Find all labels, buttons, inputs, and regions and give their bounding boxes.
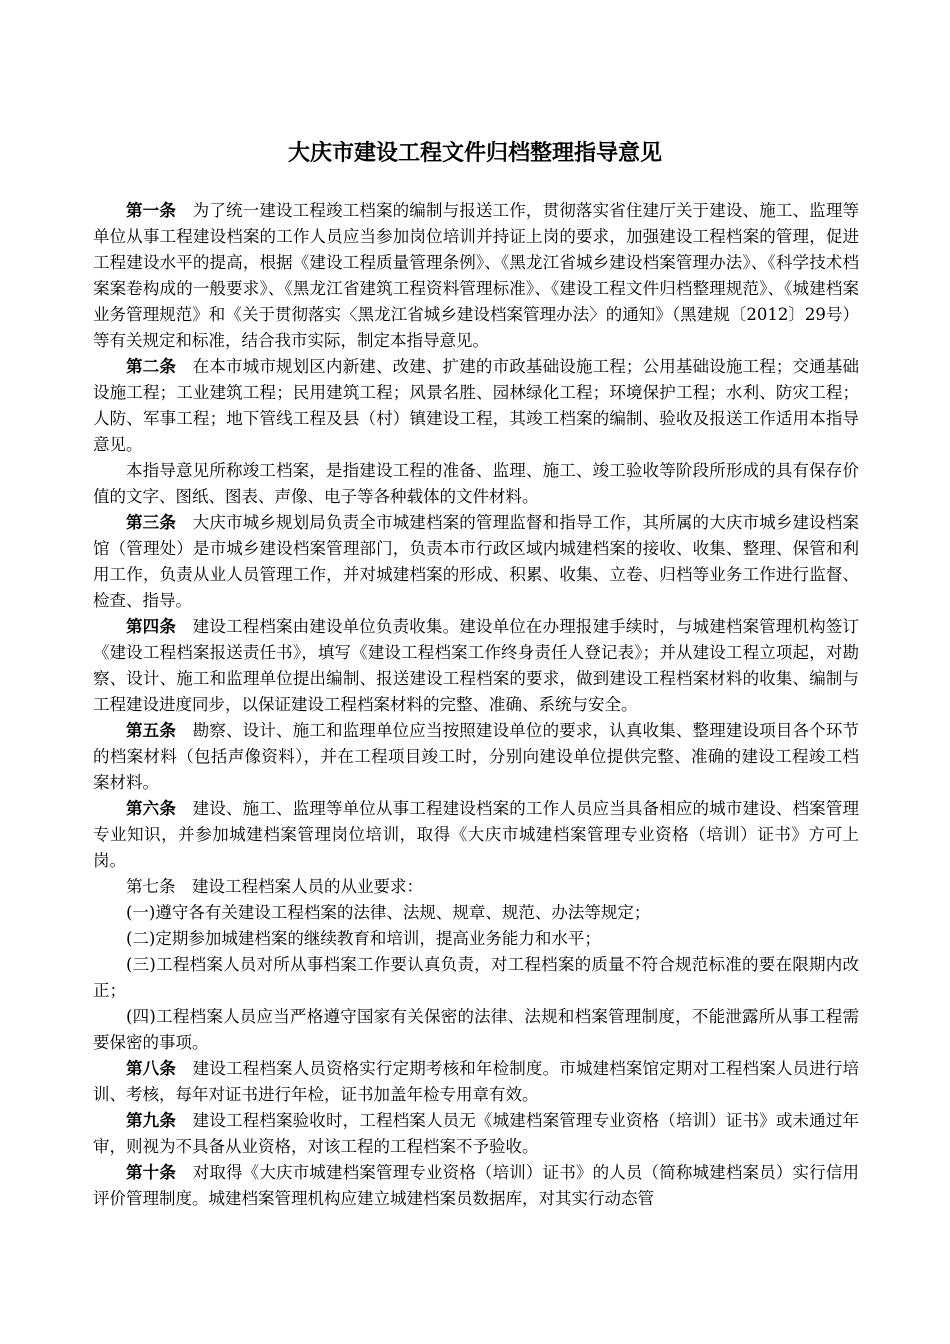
paragraph-text: 建设工程档案人员的从业要求：	[192, 877, 423, 896]
paragraph-text: (一)遵守各有关建设工程档案的法律、法规、规章、规范、办法等规定；	[126, 903, 651, 922]
paragraph-text: (四)工程档案人员应当严格遵守国家有关保密的法律、法规和档案管理制度，不能泄露所从事工程需要保密的事项。	[93, 1007, 859, 1052]
paragraph	[93, 1160, 859, 1212]
article-label: 第三条	[126, 513, 176, 532]
paragraph-text: 建设工程档案由建设单位负责收集。建设单位在办理报建手续时，与城建档案管理机构签订《建设工程档案报送责任书》，填写《建设工程档案工作终身责任人登记表》；并从建设工程立项起，对勘察、设计、施工和监理单位提出编制、报送建设工程档案的要求，做到建设工程档案材料的收集、编制与工程建设进度同步，以保证建设工程档案材料的完整、准确、系统与安全。	[93, 617, 860, 714]
paragraph	[93, 1056, 859, 1108]
paragraph	[93, 796, 859, 874]
paragraph	[93, 458, 859, 510]
paragraph	[93, 614, 859, 718]
paragraph	[93, 510, 859, 614]
paragraph-text: 本指导意见所称竣工档案，是指建设工程的准备、监理、施工、竣工验收等阶段所形成的具有保存价值的文字、图纸、图表、声像、电子等各种载体的文件材料。	[93, 461, 859, 506]
article-label: 第八条	[126, 1059, 176, 1078]
article-label: 第七条	[126, 877, 176, 896]
document-title: 大庆市建设工程文件归档整理指导意见	[287, 141, 662, 166]
article-label: 第六条	[126, 799, 176, 818]
paragraph-text: 建设工程档案验收时，工程档案人员无《城建档案管理专业资格（培训）证书》或未通过年审，则视为不具备从业资格，对该工程的工程档案不予验收。	[93, 1111, 860, 1156]
paragraph-text: 大庆市城乡规划局负责全市城建档案的管理监督和指导工作，其所属的大庆市城乡建设档案馆（管理处）是市城乡建设档案管理部门，负责本市行政区域内城建档案的接收、收集、整理、保管和利用工作，负责从业人员管理工作，并对城建档案的形成、积累、收集、立卷、归档等业务工作进行监督、检查、指导。	[93, 513, 860, 610]
paragraph	[93, 926, 859, 952]
paragraph	[93, 198, 859, 354]
paragraph-text: 在本市城市规划区内新建、改建、扩建的市政基础设施工程；公用基础设施工程；交通基础设施工程；工业建筑工程；民用建筑工程；风景名胜、园林绿化工程；环境保护工程；水利、防灾工程；人防、军事工程；地下管线工程及县（村）镇建设工程，其竣工档案的编制、验收及报送工作适用本指导意见。	[93, 357, 860, 454]
paragraph	[93, 718, 859, 796]
article-label: 第四条	[126, 617, 176, 636]
article-label: 第九条	[126, 1111, 176, 1130]
paragraph-text: 勘察、设计、施工和监理单位应当按照建设单位的要求，认真收集、整理建设项目各个环节的档案材料（包括声像资料），并在工程项目竣工时，分别向建设单位提供完整、准确的建设工程竣工档案材料。	[93, 721, 860, 792]
paragraph	[93, 1108, 859, 1160]
paragraph-text: 建设工程档案人员资格实行定期考核和年检制度。市城建档案馆定期对工程档案人员进行培训、考核，每年对证书进行年检，证书加盖年检专用章有效。	[93, 1059, 860, 1104]
paragraph	[93, 354, 859, 458]
paragraph-text: (三)工程档案人员对所从事档案工作要认真负责，对工程档案的质量不符合规范标准的要在限期内改正；	[93, 955, 859, 1000]
document-body	[93, 198, 859, 1212]
paragraph-text: 为了统一建设工程竣工档案的编制与报送工作，贯彻落实省住建厅关于建设、施工、监理等单位从事工程建设档案的工作人员应当参加岗位培训并持证上岗的要求，加强建设工程档案的管理，促进工程建设水平的提高，根据《建设工程质量管理条例》、《黑龙江省城乡建设档案管理办法》、《科学技术档案案卷构成的一般要求》、《黑龙江省建筑工程资料管理标准》、《建设工程文件归档整理规范》、《城建档案业务管理规范》和《关于贯彻落实〈黑龙江省城乡建设档案管理办法〉的通知》（黑建规〔2012〕29号）等有关规定和标准，结合我市实际，制定本指导意见。	[93, 201, 860, 350]
paragraph-text: 建设、施工、监理等单位从事工程建设档案的工作人员应当具备相应的城市建设、档案管理专业知识，并参加城建档案管理岗位培训，取得《大庆市城建档案管理专业资格（培训）证书》方可上岗。	[93, 799, 860, 870]
paragraph-text: 对取得《大庆市城建档案管理专业资格（培训）证书》的人员（简称城建档案员）实行信用评价管理制度。城建档案管理机构应建立城建档案员数据库，对其实行动态管	[93, 1163, 860, 1208]
article-label: 第一条	[126, 201, 176, 220]
paragraph	[93, 874, 859, 900]
article-label: 第二条	[126, 357, 176, 376]
paragraph	[93, 952, 859, 1004]
paragraph	[93, 1004, 859, 1056]
article-label: 第十条	[126, 1163, 176, 1182]
paragraph	[93, 900, 859, 926]
article-label: 第五条	[126, 721, 176, 740]
paragraph-text: (二)定期参加城建档案的继续教育和培训，提高业务能力和水平；	[126, 929, 601, 948]
